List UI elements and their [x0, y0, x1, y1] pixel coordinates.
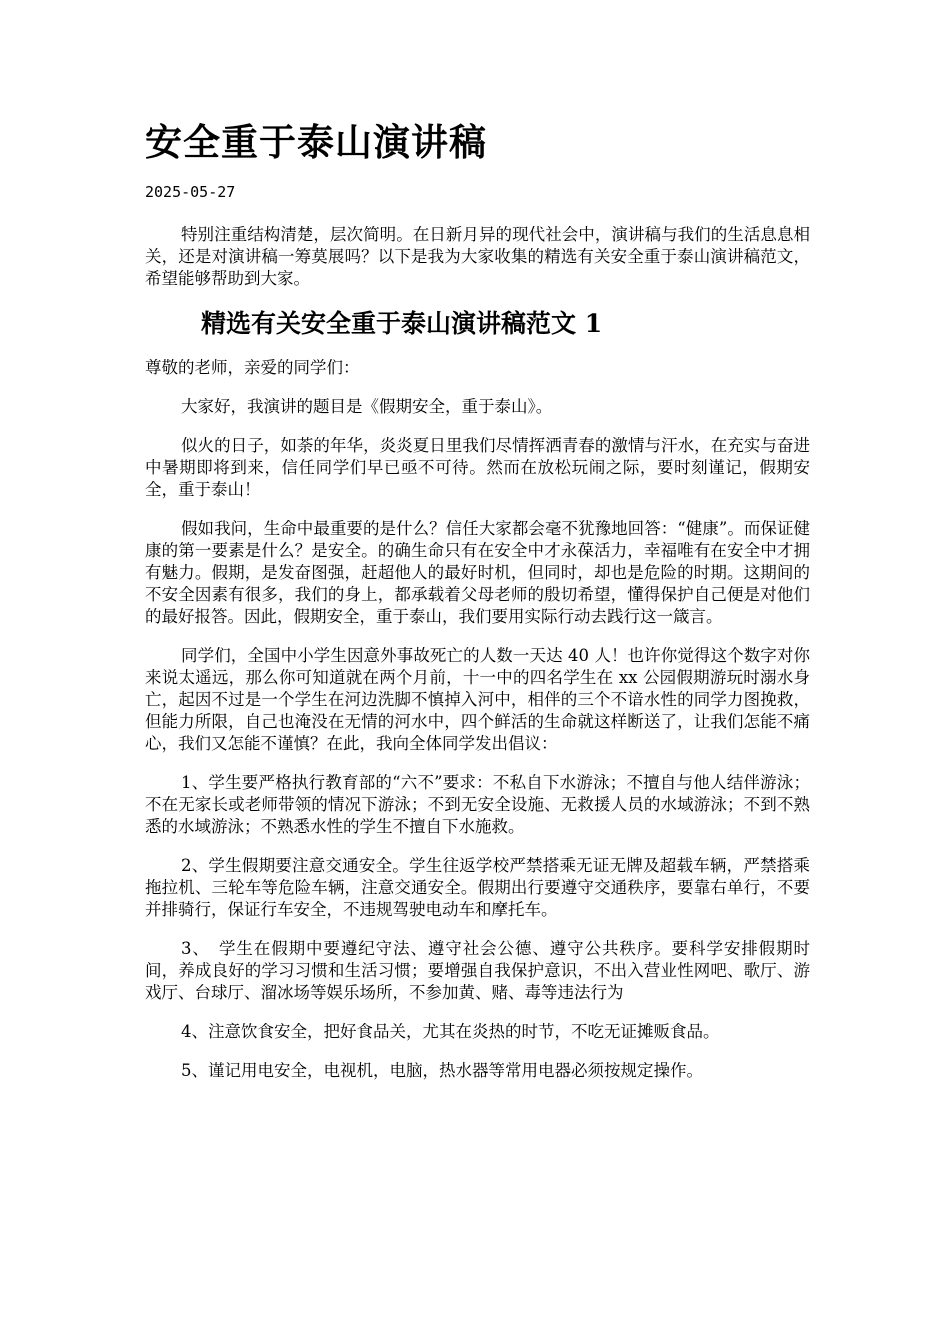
body-paragraph: 似火的日子，如荼的年华，炎炎夏日里我们尽情挥洒青春的激情与汗水，在充实与奋进中暑期即将到来，信任同学们早已亟不可待。然而在放松玩闹之际，要时刻谨记，假期安全，重于泰山！ — [145, 436, 810, 499]
salutation: 尊敬的老师，亲爱的同学们： — [145, 358, 360, 377]
rule-item-2: 2、学生假期要注意交通安全。学生往返学校严禁搭乘无证无牌及超载车辆，严禁搭乘拖拉机、三轮车等危险车辆，注意交通安全。假期出行要遵守交通秩序，要靠右单行，不要并排骑行，保证行车安全，不违规驾驶电动车和摩托车。 — [145, 856, 810, 919]
rule-item-1: 1、学生要严格执行教育部的“六不”要求：不私自下水游泳；不擅自与他人结伴游泳；不在无家长或老师带领的情况下游泳；不到无安全设施、无救援人员的水域游泳；不到不熟悉的水域游泳；不熟悉水性的学生不擅自下水施救。 — [145, 773, 810, 836]
document-page — [145, 118, 810, 1099]
rule-item-3: 3、 学生在假期中要遵纪守法、遵守社会公德、遵守公共秩序。要科学安排假期时间，养成良好的学习习惯和生活习惯；要增强自我保护意识，不出入营业性网吧、歌厅、游戏厅、台球厅、溜冰场等娱乐场所，不参加黄、赌、毒等违法行为 — [145, 939, 810, 1002]
intro-paragraph: 特别注重结构清楚，层次简明。在日新月异的现代社会中，演讲稿与我们的生活息息相关，还是对演讲稿一筹莫展吗？以下是我为大家收集的精选有关安全重于泰山演讲稿范文，希望能够帮助到大家。 — [145, 225, 810, 288]
body-paragraph: 假如我问，生命中最重要的是什么？信任大家都会毫不犹豫地回答：“健康”。而保证健康的第一要素是什么？是安全。的确生命只有在安全中才永葆活力，幸福唯有在安全中才拥有魅力。假期，是发奋图强，赶超他人的最好时机，但同时，却也是危险的时期。这期间的不安全因素有很多，我们的身上，都承载着父母老师的殷切希望，懂得保护自己便是对他们的最好报答。因此，假期安全，重于泰山，我们要用实际行动去践行这一箴言。 — [145, 519, 810, 626]
rule-item-4: 4、注意饮食安全，把好食品关，尤其在炎热的时节，不吃无证摊贩食品。 — [181, 1022, 720, 1041]
section-heading: 精选有关安全重于泰山演讲稿范文 1 — [201, 309, 603, 338]
body-paragraph: 同学们，全国中小学生因意外事故死亡的人数一天达 40 人！也许你觉得这个数字对你来说太遥远，那么你可知道就在两个月前，十一中的四名学生在 xx 公园假期游玩时溺水身亡，起因不过是一个学生在河边洗脚不慎掉入河中，相伴的三个不谙水性的同学力图挽救，但能力所限，自己也淹没在无情的河水中，四个鲜活的生命就这样断送了，让我们怎能不痛心，我们又怎能不谨慎？在此，我向全体同学发出倡议： — [145, 646, 810, 753]
rule-item-5: 5、谨记用电安全，电视机，电脑，热水器等常用电器必须按规定操作。 — [181, 1061, 703, 1080]
document-title: 安全重于泰山演讲稿 — [145, 120, 487, 164]
document-date: 2025-05-27 — [145, 183, 236, 201]
body-paragraph: 大家好，我演讲的题目是《假期安全，重于泰山》。 — [181, 397, 553, 416]
